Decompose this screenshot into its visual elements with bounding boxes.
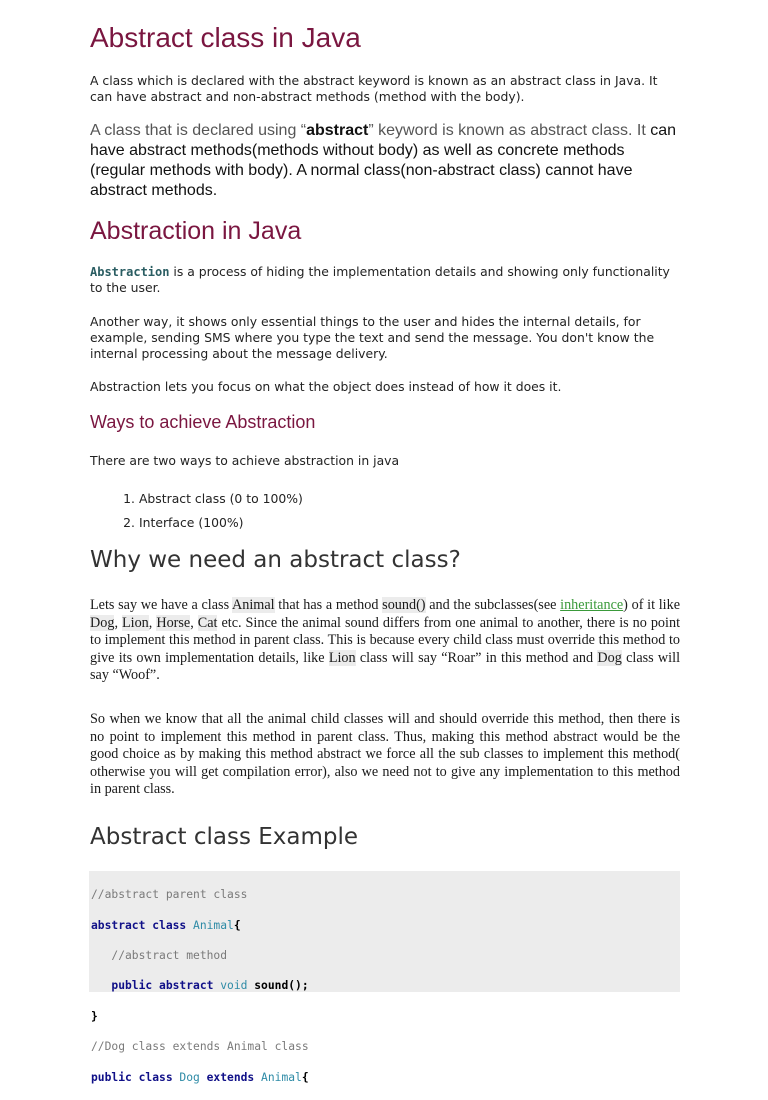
page-title: Abstract class in Java (90, 22, 361, 53)
list-item-number: 2. (123, 515, 135, 530)
code-line (91, 1039, 680, 1054)
code-type: Dog (179, 1070, 200, 1084)
text-run: , (190, 614, 198, 631)
code-term-horse: Horse (156, 614, 191, 631)
code-keyword: public class (91, 1070, 180, 1084)
inheritance-link[interactable]: inheritance (560, 597, 624, 613)
code-term-dog: Dog (597, 649, 622, 666)
why-heading: Why we need an abstract class? (90, 547, 461, 573)
code-line (91, 887, 680, 902)
why-paragraph-2: So when we know that all the animal child classes will and should override this method, then there is no point to implement this method in parent class. Thus, making this method abstract would be the good choice as by making this method abstract we force all the sub classes to implement this method( otherwise you will get compilation error), also we need not to give any implementation to this method in parent class. (90, 711, 680, 798)
code-comment: //abstract parent class (91, 888, 248, 902)
code-keyword: abstract class (91, 918, 194, 932)
text-run: etc. Since the animal sound differs from one animal to another, there is no point to implement this method in parent class. This is because every child class must override this method to give its own implementation details, like (90, 614, 681, 666)
text-run: , (148, 614, 157, 631)
example-heading: Abstract class Example (90, 824, 359, 850)
code-indent (91, 979, 111, 992)
abstraction-term: Abstraction (90, 265, 170, 279)
list-item-text: Abstract class (0 to 100%) (138, 491, 303, 506)
code-comment: //abstract method (91, 948, 228, 962)
text-run: , (114, 614, 122, 631)
list-item (90, 491, 303, 515)
ways-heading: Ways to achieve Abstraction (90, 412, 316, 432)
list-item (90, 515, 303, 539)
ways-intro: There are two ways to achieve abstraction in java (90, 453, 400, 468)
abstraction-definition (90, 264, 680, 296)
intro-definition-rest: can have abstract methods(methods without body) as well as concrete methods (regular methods with body). A normal class(non-abstract class) cannot have abstract methods. (90, 122, 677, 199)
intro-definition-paragraph (90, 121, 680, 201)
code-line (91, 948, 680, 963)
abstraction-heading: Abstraction in Java (90, 217, 302, 245)
intro-paragraph: A class which is declared with the abstract keyword is known as an abstract class in Java. It can have abstract and non-abstract methods (method with the body). (90, 73, 658, 104)
code-punct: } (91, 1009, 98, 1023)
why-paragraph-1 (90, 597, 680, 685)
abstract-keyword: abstract (306, 122, 369, 139)
code-line (91, 918, 680, 933)
code-punct: { (301, 1070, 309, 1084)
code-term-animal: Animal (232, 597, 275, 613)
code-term-sound: sound() (382, 597, 426, 613)
code-line (91, 1070, 680, 1085)
code-term-lion: Lion (328, 649, 356, 666)
code-punct: { (233, 918, 241, 932)
list-item-number: 1. (123, 491, 135, 506)
code-method: sound(); (247, 979, 309, 993)
intro-definition-lead: A class that is declared using “ (90, 122, 307, 139)
code-block (89, 871, 680, 1084)
code-keyword: extends (199, 1070, 262, 1084)
text-run: Lets say we have a class (90, 597, 233, 613)
text-run: class will say “Roar” in this method and (355, 649, 598, 666)
text-run: ) of it like (623, 597, 681, 613)
text-run: class will say “Woof”. (90, 649, 681, 684)
intro-definition-mid: ” keyword is known as abstract class. It (368, 122, 646, 139)
code-line (91, 978, 680, 993)
code-keyword: public abstract (111, 979, 221, 993)
code-line (91, 1009, 680, 1024)
code-term-cat: Cat (197, 614, 218, 631)
code-term-lion: Lion (121, 614, 149, 631)
code-type: Animal (261, 1070, 302, 1084)
code-type: void (220, 979, 248, 993)
code-type: Animal (193, 918, 234, 932)
list-item-text: Interface (100%) (138, 515, 244, 530)
text-run: that has a method (274, 597, 383, 613)
ways-list (90, 491, 303, 539)
abstraction-definition-text: is a process of hiding the implementation details and showing only functionality to the user. (90, 264, 670, 295)
text-run: and the subclasses(see (425, 597, 561, 613)
code-comment: //Dog class extends Animal class (91, 1040, 309, 1054)
abstraction-focus-paragraph: Abstraction lets you focus on what the object does instead of how it does it. (90, 379, 562, 394)
abstraction-example-paragraph: Another way, it shows only essential things to the user and hides the internal details, for example, sending SMS where you type the text and send the message. You don't know the internal processing about the message delivery. (90, 314, 655, 361)
code-term-dog: Dog (90, 614, 115, 631)
